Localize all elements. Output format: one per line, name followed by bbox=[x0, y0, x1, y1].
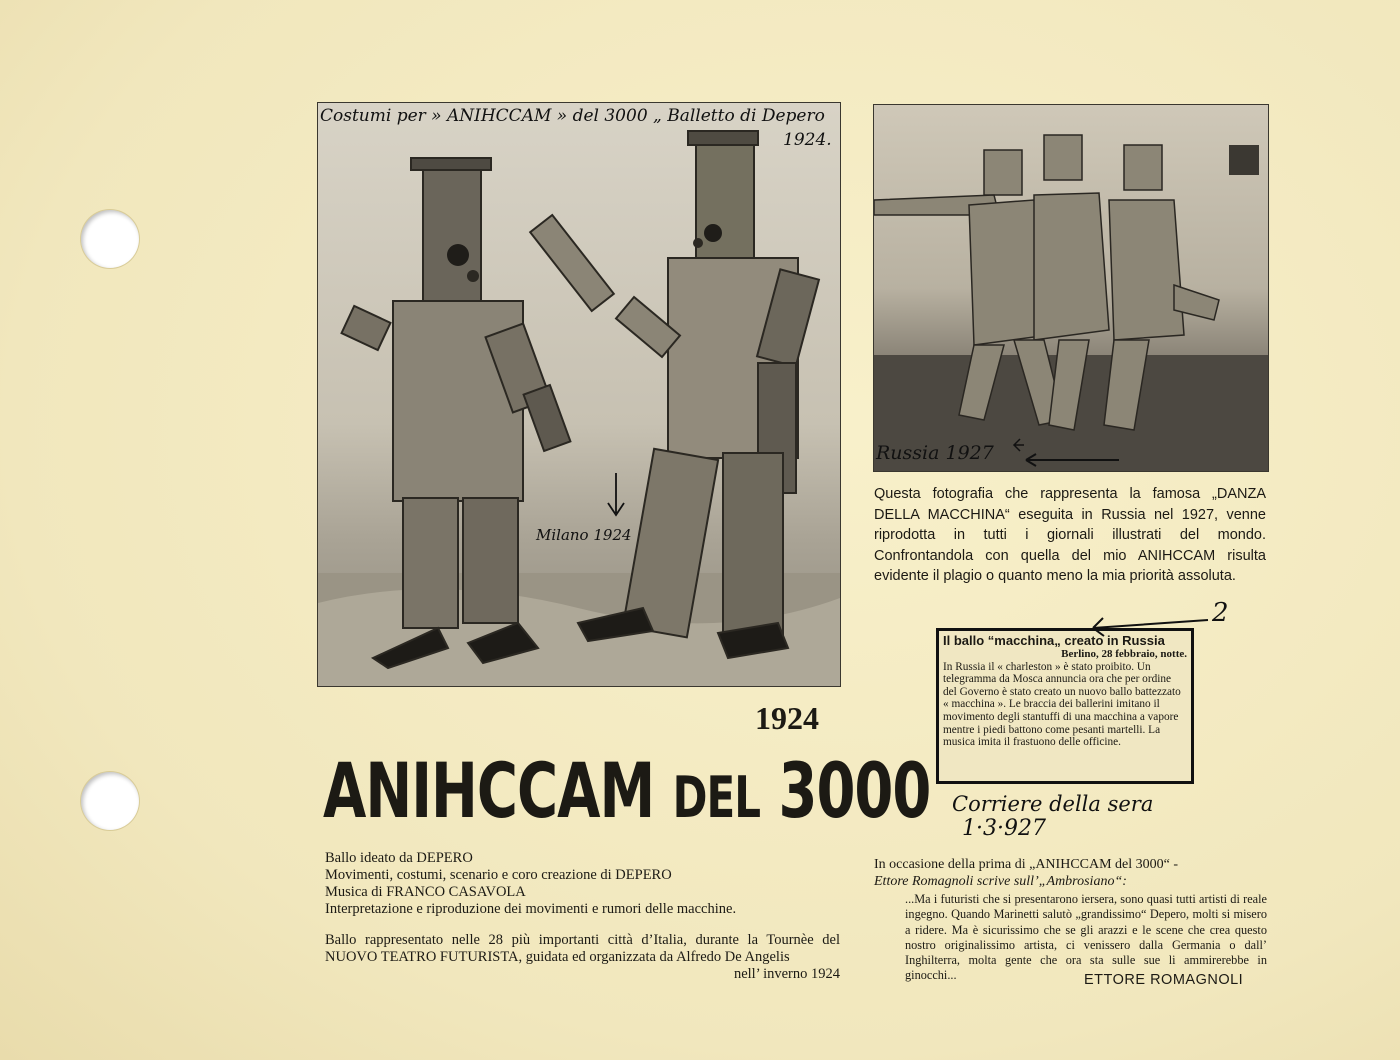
credits-line-2: Movimenti, costumi, scenario e coro creazione di DEPERO bbox=[325, 867, 672, 883]
quote-signature: ETTORE ROMAGNOLI bbox=[1084, 972, 1244, 988]
russia-photo bbox=[873, 104, 1269, 472]
credits-tour-text bbox=[325, 932, 840, 982]
binder-hole-bottom bbox=[81, 772, 139, 830]
credits-line-1: Ballo ideato da DEPERO bbox=[325, 850, 473, 866]
clipping-handwritten-source: Corriere della sera bbox=[952, 792, 1154, 816]
title-year: 1924 bbox=[755, 700, 819, 736]
page-title bbox=[323, 748, 931, 836]
clipping-body: In Russia il « charleston » è stato proibito. Un telegramma da Mosca annuncia ora che per ordine del Governo è stato creato un nuovo ballo battezzato « macchina ». Le braccia dei ballerini imitano il movimento degli stantuffi di una macchina a vapore mentre i piedi battono come pesanti martelli. La musica imita il frastuono delle officine. bbox=[943, 660, 1181, 749]
russia-handwritten-caption: Russia 1927 bbox=[876, 442, 994, 464]
russia-caption: Questa fotografia che rappresenta la famosa „DANZA DELLA MACCHINA“ eseguita in Russia nel 1927, venne riprodotta in tutti i giornali illustrati del mondo. Confrontandola con quella del mio ANIHCCAM risulta evidente il plagio o quanto meno la mia priorità assoluta. bbox=[874, 486, 1266, 584]
clipping-arrow-icon bbox=[1088, 600, 1228, 640]
clipping-note-number: 2 bbox=[1212, 598, 1229, 628]
robot-costumes-illustration bbox=[318, 103, 840, 686]
quote-intro bbox=[874, 856, 1266, 890]
newspaper-clipping bbox=[936, 628, 1194, 784]
quote-intro-line-1: In occasione della prima di „ANIHCCAM del 3000“ - bbox=[874, 857, 1179, 872]
costume-handwritten-caption: Costumi per » ANIHCCAM » del 3000 „ Balletto di Depero bbox=[320, 106, 825, 126]
russia-arrow-icon bbox=[1024, 450, 1124, 470]
title-main: ANIHCCAM bbox=[323, 748, 655, 836]
credits-tour-main: Ballo rappresentato nelle 28 più importanti città d’Italia, durante la Tournèe del NUOVO TEATRO FUTURISTA, guidata ed organizzata da Alfredo De Angelis bbox=[325, 932, 840, 965]
credits-line-4: Interpretazione e riproduzione dei movimenti e rumori delle macchine. bbox=[325, 901, 737, 917]
binder-hole-top bbox=[81, 210, 139, 268]
russia-dancers-illustration bbox=[874, 105, 1268, 471]
clipping-headline: Il ballo “macchina„ creato in Russia bbox=[943, 633, 1165, 648]
quote-intro-line-2: Ettore Romagnoli scrive sull’„Ambrosiano“: bbox=[874, 874, 1127, 889]
quote-body: ...Ma i futuristi che si presentarono iersera, sono quasi tutti artisti di reale ingegno. Quando Marinetti salutò „grandissimo“ Depero, molti si misero a ridere. Ma è sicurissimo che se gli arazzi e le scene che crea questo nostro originalissimo artista, ci venissero dalla Germania o dall’ Inghilterra, molta gente che ora sta sulle sue li ammirerebbe in ginocchi... bbox=[905, 892, 1267, 983]
title-small: DEL bbox=[672, 764, 760, 831]
credits-block bbox=[325, 850, 840, 983]
credits-line-3: Musica di FRANCO CASAVOLA bbox=[325, 884, 526, 900]
costume-photo bbox=[317, 102, 841, 687]
title-number: 3000 bbox=[778, 748, 931, 836]
costume-handwritten-year: 1924. bbox=[783, 130, 832, 150]
clipping-handwritten-date: 1·3·927 bbox=[962, 816, 1046, 841]
clipping-dateline: Berlino, 28 febbraio, notte. bbox=[1061, 648, 1187, 660]
milano-note: Milano 1924 bbox=[536, 526, 632, 544]
credits-tour-end: nell’ inverno 1924 bbox=[733, 966, 840, 982]
